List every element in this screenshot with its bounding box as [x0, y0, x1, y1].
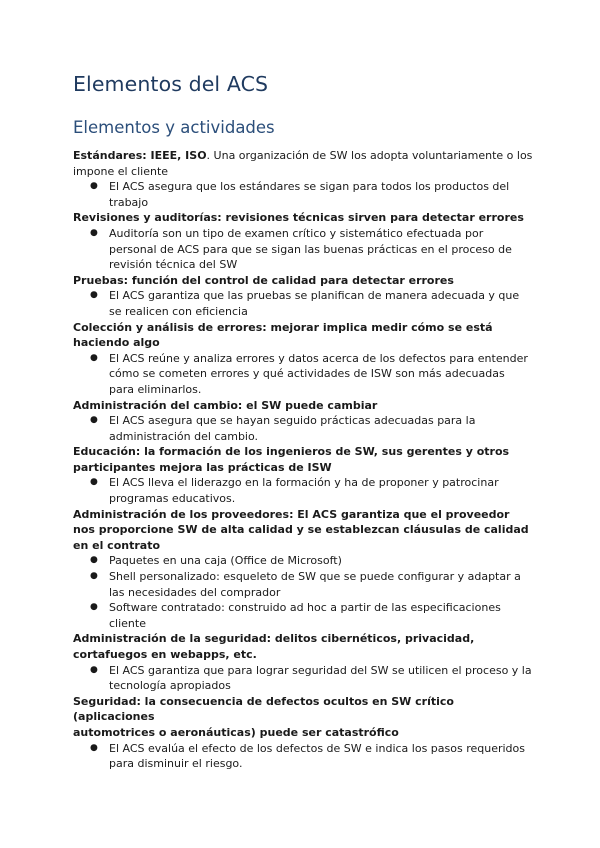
bullet-item	[90, 663, 533, 694]
section-heading	[73, 631, 533, 662]
bullet-text: El ACS garantiza que las pruebas se planifican de manera adecuada y que se realicen con eficiencia	[109, 289, 520, 318]
section	[73, 320, 533, 398]
bullet-dot-icon: ●	[90, 571, 98, 582]
bullet-dot-icon: ●	[90, 664, 98, 675]
bullet-text: El ACS reúne y analiza errores y datos acerca de los defectos para entender cómo se cometen errores y qué actividades de ISW son más adecuadas para eliminarlos.	[109, 351, 528, 396]
section-subtitle: Elementos y actividades	[73, 118, 275, 137]
bullet-item	[90, 288, 533, 319]
content-body	[73, 148, 533, 772]
bullet-text: Software contratado: construido ad hoc a partir de las especificaciones cliente	[109, 601, 501, 630]
section	[73, 631, 533, 693]
bullet-list	[73, 413, 533, 444]
section	[73, 444, 533, 506]
section-heading-bold: Administración del cambio: el SW puede cambiar	[73, 398, 378, 412]
bullet-text: Paquetes en una caja (Office de Microsoft)	[109, 554, 342, 568]
bullet-text: Auditoría son un tipo de examen crítico y sistemático efectuada por personal de ACS para que se sigan las buenas prácticas en el proceso de revisión técnica del SW	[109, 226, 512, 272]
bullet-item	[90, 553, 533, 569]
bullet-dot-icon: ●	[90, 555, 98, 566]
bullet-item	[90, 569, 533, 600]
bullet-item	[90, 475, 533, 506]
section-heading	[73, 210, 533, 226]
section-heading-bold: Educación: la formación de los ingenieros de SW, sus gerentes y otros participantes mejora las prácticas de ISW	[73, 445, 510, 474]
bullet-text: El ACS asegura que los estándares se sigan para todos los productos del trabajo	[109, 180, 510, 209]
bullet-dot-icon: ●	[90, 290, 98, 301]
section	[73, 273, 533, 320]
bullet-dot-icon: ●	[90, 477, 98, 488]
section-heading	[73, 398, 533, 414]
bullet-item	[90, 179, 533, 210]
bullet-list	[73, 351, 533, 398]
section-heading-bold: Administración de la seguridad: delitos cibernéticos, privacidad, cortafuegos en webapps, etc.	[73, 632, 475, 661]
bullet-text: Shell personalizado: esqueleto de SW que se puede configurar y adaptar a las necesidades del comprador	[109, 570, 521, 599]
bullet-dot-icon: ●	[90, 415, 98, 426]
section-heading-bold: Colección y análisis de errores: mejorar implica medir cómo se está haciendo algo	[73, 320, 493, 350]
bullet-list	[73, 663, 533, 694]
bullet-text: El ACS garantiza que para lograr seguridad del SW se utilicen el proceso y la tecnología apropiados	[109, 663, 532, 693]
section-heading-bold: Pruebas: función del control de calidad para detectar errores	[73, 273, 454, 287]
bullet-dot-icon: ●	[90, 742, 98, 753]
section-heading	[73, 148, 533, 179]
section	[73, 694, 533, 772]
section-heading-bold: Seguridad: la consecuencia de defectos ocultos en SW crítico (aplicaciones automotrices o aeronáuticas) puede ser catastrófico	[73, 694, 454, 739]
bullet-dot-icon: ●	[90, 181, 98, 192]
bullet-list	[73, 741, 533, 772]
section-heading	[73, 320, 533, 351]
section	[73, 148, 533, 210]
bullet-item	[90, 741, 533, 772]
section-heading-text: . Una organización de SW los adopta voluntariamente o los impone el cliente	[73, 149, 533, 178]
bullet-list	[73, 288, 533, 319]
page-title: Elementos del ACS	[73, 72, 269, 96]
section-heading-bold: Estándares: IEEE, ISO	[73, 149, 207, 162]
bullet-list	[73, 475, 533, 506]
bullet-text: El ACS asegura que se hayan seguido prácticas adecuadas para la administración del cambio.	[109, 414, 476, 443]
bullet-item	[90, 413, 533, 444]
section-heading-bold: Administración de los proveedores: El ACS garantiza que el proveedor nos proporcione SW de alta calidad y se establezcan cláusulas de calidad en el contrato	[73, 507, 529, 552]
section	[73, 398, 533, 445]
bullet-list	[73, 179, 533, 210]
section-heading	[73, 273, 533, 289]
bullet-dot-icon: ●	[90, 352, 98, 363]
section-heading	[73, 507, 533, 554]
bullet-dot-icon: ●	[90, 227, 98, 238]
bullet-list	[73, 226, 533, 273]
bullet-dot-icon: ●	[90, 602, 98, 613]
bullet-text: El ACS evalúa el efecto de los defectos de SW e indica los pasos requeridos para disminuir el riesgo.	[109, 741, 525, 771]
bullet-text: El ACS lleva el liderazgo en la formación y ha de proponer y patrocinar programas educativos.	[109, 476, 499, 506]
bullet-item	[90, 600, 533, 631]
bullet-item	[90, 226, 533, 273]
section-heading-bold: Revisiones y auditorías: revisiones técnicas sirven para detectar errores	[73, 211, 524, 225]
bullet-item	[90, 351, 533, 398]
section-heading	[73, 694, 533, 741]
section	[73, 507, 533, 632]
section	[73, 210, 533, 272]
section-heading	[73, 444, 533, 475]
bullet-list	[73, 553, 533, 631]
